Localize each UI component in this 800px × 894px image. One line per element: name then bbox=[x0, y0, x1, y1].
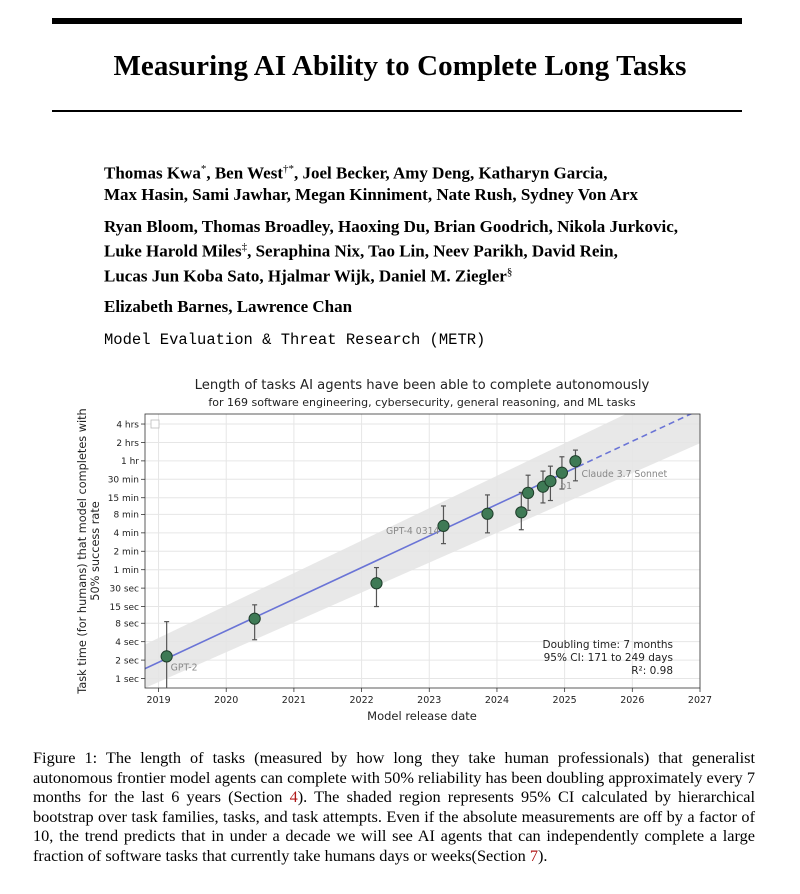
caption-text: ). bbox=[538, 845, 548, 865]
regression-annotation: Doubling time: 7 months bbox=[542, 639, 673, 651]
data-point bbox=[556, 467, 567, 478]
x-tick-label: 2019 bbox=[146, 695, 171, 706]
y-tick-label: 1 sec bbox=[115, 674, 139, 685]
y-tick-label: 2 min bbox=[113, 547, 139, 558]
x-tick-label: 2021 bbox=[281, 695, 306, 706]
point-label: Claude 3.7 Sonnet bbox=[581, 469, 668, 481]
x-tick-label: 2023 bbox=[417, 695, 442, 706]
point-label: o1 bbox=[560, 481, 573, 493]
data-point bbox=[249, 613, 260, 624]
y-tick-label: 1 hr bbox=[121, 457, 139, 468]
y-axis-label-line: 50% success rate bbox=[89, 501, 102, 601]
y-axis-label-line: Task time (for humans) that model completes with bbox=[76, 408, 89, 694]
y-tick-label: 8 sec bbox=[115, 619, 139, 630]
author-line: Ryan Bloom, Thomas Broadley, Haoxing Du, Brian Goodrich, Nikola Jurkovic, bbox=[104, 217, 679, 236]
author-line: Elizabeth Barnes, Lawrence Chan bbox=[104, 297, 353, 316]
point-label: GPT-4 0314 bbox=[385, 525, 440, 537]
data-point bbox=[482, 508, 493, 519]
data-point bbox=[161, 651, 172, 662]
data-point bbox=[371, 578, 382, 589]
y-tick-label: 2 sec bbox=[115, 656, 139, 667]
y-tick-label: 30 min bbox=[107, 475, 139, 486]
author-line: Max Hasin, Sami Jawhar, Megan Kinniment, Nate Rush, Sydney Von Arx bbox=[104, 184, 639, 204]
x-tick-label: 2024 bbox=[484, 695, 510, 706]
y-tick-label: 8 min bbox=[113, 510, 139, 521]
x-tick-label: 2022 bbox=[349, 695, 374, 706]
caption-text: ). The shaded region represents 95% CI calculated by hierarchical bootstrap over task families, tasks, and task attempts. Even if the absolute measurements are off by a factor of 10, the trend predicts that in under a decade we will see AI agents that can independently complete a large fraction of software tasks that currently take humans days or weeks(Section bbox=[33, 787, 756, 865]
regression-annotation: 95% CI: 171 to 249 days bbox=[543, 652, 673, 664]
data-point bbox=[438, 520, 449, 531]
y-tick-label: 2 hrs bbox=[116, 438, 139, 449]
title-rule-top bbox=[52, 18, 742, 24]
y-tick-label: 15 min bbox=[107, 494, 139, 505]
x-tick-label: 2027 bbox=[687, 695, 713, 706]
y-tick-label: 15 sec bbox=[109, 602, 139, 613]
author-line: Luke Harold Miles‡, Seraphina Nix, Tao Lin, Neev Parikh, David Rein, bbox=[104, 241, 618, 261]
author-line: Thomas Kwa*, Ben West†*, Joel Becker, Amy Deng, Katharyn Garcia, bbox=[104, 163, 608, 183]
chart-subtitle: for 169 software engineering, cybersecurity, general reasoning, and ML tasks bbox=[208, 396, 636, 409]
figure-1-chart bbox=[0, 370, 800, 730]
affiliation: Model Evaluation & Threat Research (METR) bbox=[104, 331, 486, 349]
y-tick-label: 4 hrs bbox=[116, 420, 139, 431]
author-group-1 bbox=[104, 159, 638, 205]
y-axis-label bbox=[76, 408, 102, 694]
data-point bbox=[516, 507, 527, 518]
y-tick-label: 4 min bbox=[113, 529, 139, 540]
point-label: GPT-2 bbox=[170, 662, 198, 674]
paper-title: Measuring AI Ability to Complete Long Tasks bbox=[113, 50, 687, 82]
data-point bbox=[570, 456, 581, 467]
author-line: Lucas Jun Koba Sato, Hjalmar Wijk, Daniel M. Ziegler§ bbox=[104, 265, 513, 286]
x-tick-label: 2026 bbox=[620, 695, 645, 706]
data-point bbox=[545, 476, 556, 487]
x-tick-label: 2020 bbox=[214, 695, 239, 706]
x-tick-label: 2025 bbox=[552, 695, 577, 706]
section-link[interactable]: 7 bbox=[529, 845, 539, 865]
title-rule-bottom bbox=[52, 110, 742, 112]
figure-caption bbox=[33, 748, 755, 866]
chart-title: Length of tasks AI agents have been able to complete autonomously bbox=[194, 378, 650, 393]
y-tick-label: 30 sec bbox=[109, 584, 139, 595]
data-point bbox=[522, 487, 533, 498]
y-tick-label: 4 sec bbox=[115, 637, 139, 648]
caption-text: Figure 1: The length of tasks (measured by how long they take human professionals) that generalist autonomous frontier model agents can complete with 50% reliability has been doubling approximately every 7 months for the last 6 years (Section bbox=[33, 748, 755, 807]
section-link[interactable]: 4 bbox=[289, 787, 298, 807]
author-group-2 bbox=[104, 216, 678, 286]
x-axis-label: Model release date bbox=[367, 709, 477, 723]
y-tick-label: 1 min bbox=[113, 565, 139, 576]
author-group-3 bbox=[104, 296, 352, 317]
legend-box bbox=[151, 420, 159, 428]
regression-annotation: R²: 0.98 bbox=[631, 665, 673, 677]
